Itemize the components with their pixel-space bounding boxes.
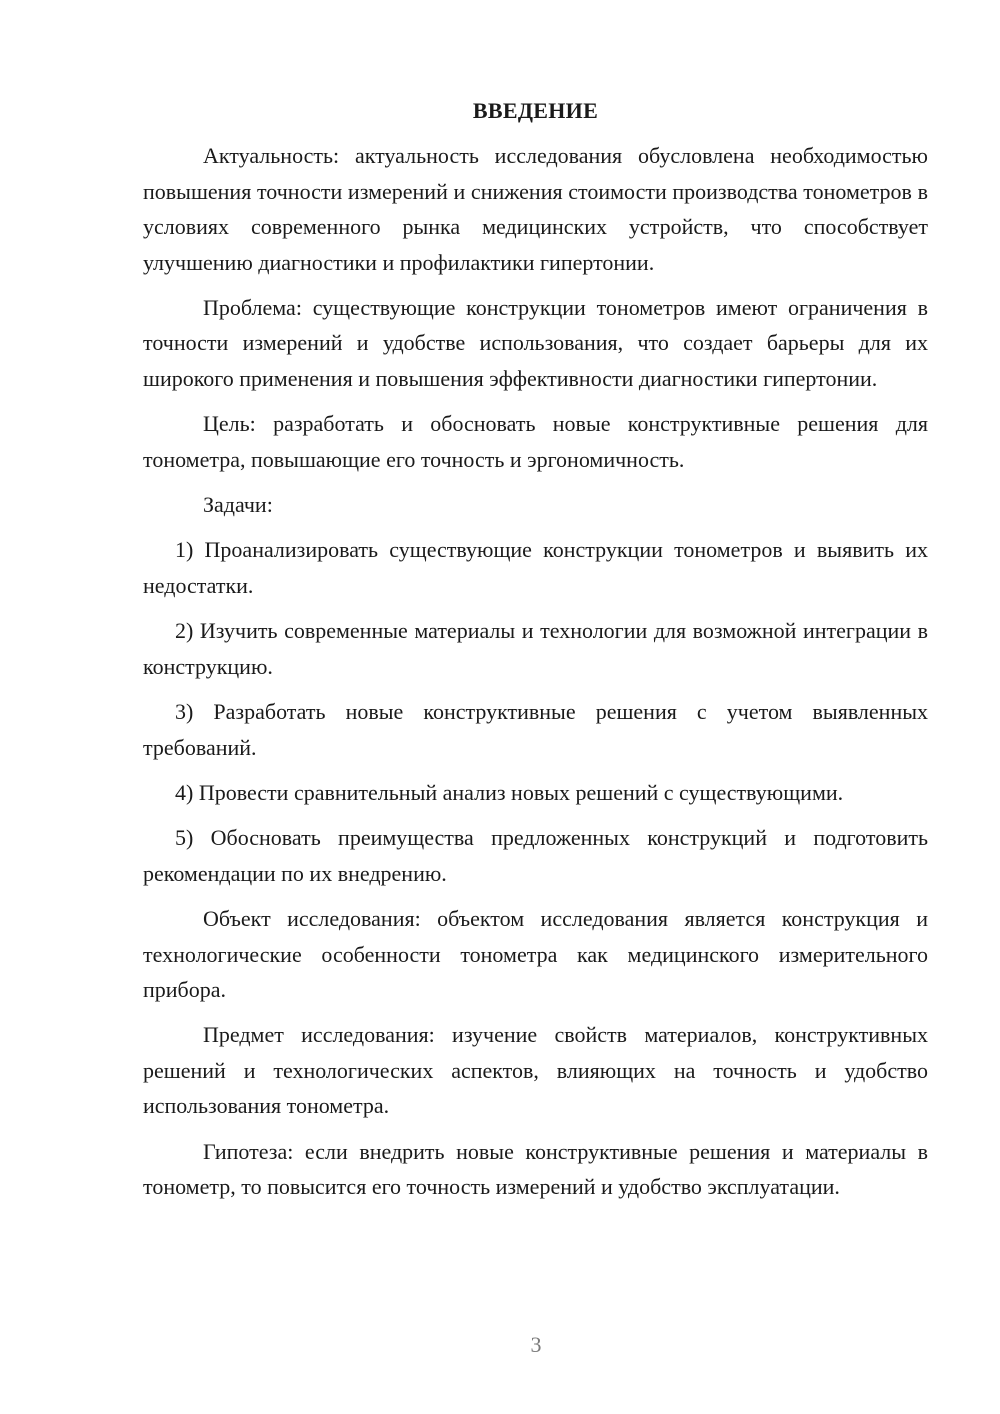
task-item-3: 3) Разработать новые конструктивные решения с учетом выявленных требований. [143, 699, 928, 760]
paragraph-hypothesis: Гипотеза: если внедрить новые конструктивные решения и материалы в тонометр, то повысится его точность измерений и удобство эксплуатации. [143, 1138, 928, 1199]
task-item-1: 1) Проанализировать существующие конструкции тонометров и выявить их недостатки. [143, 537, 928, 598]
paragraph-goal: Цель: разработать и обосновать новые конструктивные решения для тонометра, повышающие его точность и эргономичность. [143, 411, 928, 472]
page-number: 3 [530, 1332, 542, 1357]
task-item-5: 5) Обосновать преимущества предложенных конструкций и подготовить рекомендации по их внедрению. [143, 825, 928, 886]
paragraph-subject: Предмет исследования: изучение свойств материалов, конструктивных решений и технологических аспектов, влияющих на точность и удобство использования тонометра. [143, 1022, 928, 1119]
paragraph-problem: Проблема: существующие конструкции тонометров имеют ограничения в точности измерений и удобстве использования, что создает барьеры для их широкого применения и повышения эффективности диагностики гипертонии. [143, 295, 928, 391]
page-title: ВВЕДЕНИЕ [472, 98, 599, 123]
paragraph-relevance: Актуальность: актуальность исследования обусловлена необходимостью повышения точности измерений и снижения стоимости производства тонометров в условиях современного рынка медицинских устройств, что способствует улучшению диагностики и профилактики гипертонии. [143, 143, 928, 275]
task-item-4: 4) Провести сравнительный анализ новых решений с существующими. [175, 779, 844, 805]
paragraph-object: Объект исследования: объектом исследования является конструкция и технологические особенности тонометра как медицинского измерительного прибора. [143, 906, 928, 1002]
task-item-2: 2) Изучить современные материалы и технологии для возможной интеграции в конструкцию. [143, 618, 928, 679]
tasks-label: Задачи: [203, 492, 273, 518]
document-body [143, 93, 928, 1204]
